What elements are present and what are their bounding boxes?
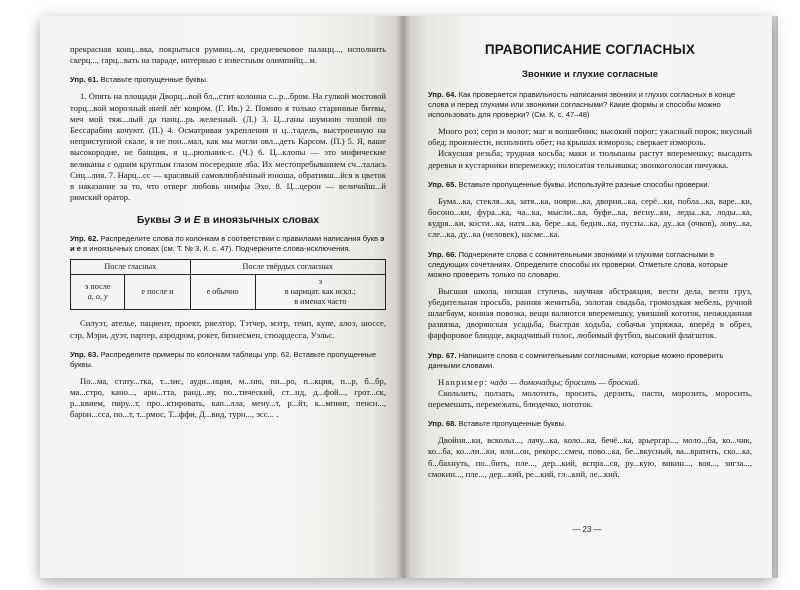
exercise-number: Упр. 65. bbox=[428, 179, 457, 189]
exercise-number: Упр. 67. bbox=[428, 350, 457, 360]
exercise-65-header bbox=[428, 180, 752, 190]
section-title-post: в иноязычных словах bbox=[200, 214, 320, 227]
intro-text: прекрасная конц...вка, покрытыся румянц...м, средневековое палацц..., исполнить скерц..., гарц...вать на параде, интервью с известным олимпийц...м. bbox=[70, 44, 386, 66]
exercise-65-text: Бума...ка, стекля...ка, затя...ка, новри...ка, дворня...ка, серё...ки, побла...ка, варе...ки, босоно...ки, фура...ка, ча...ка, мысли...ка, буфе...ка, весну...ки, леды...ка, лоды...ка, кудря...ки, кости...ка, натя...ка, бере...ка, бедня...ка, пусты...ка, ду...ка (очков), лову...ка, сле...ка, ду...ка (человек), насме...ка. bbox=[428, 195, 752, 240]
right-page bbox=[402, 16, 772, 578]
exercise-task: Вставьте пропущенные буквы. Используйте разные способы проверки. bbox=[458, 179, 710, 189]
cell-line: в нарицат. как искл.; bbox=[284, 287, 356, 297]
book-gutter-shadow bbox=[396, 16, 410, 578]
exercise-63-text: По...ма, стату...тка, т...зис, ауди...нция, м...ню, пи...ро, п...кция, п...р, б...бр, ма...стро, кано..., ари...тта, ранд...ву, по...тический, ст...нд, д...фой..., грот...ск, р...квием, пиру...т, про...ктировать, кап...лла, мену...т, р...йт, к...мпинг, пенсн..., барон...сса, по...т, т...рмос, Т...ффи, Д...вид, турн..., эсс... . bbox=[70, 375, 386, 420]
table-header-vowels: После гласных bbox=[71, 260, 191, 275]
exercise-number: Упр. 66. bbox=[428, 249, 457, 259]
left-page bbox=[40, 16, 402, 578]
exercise-task-rest: в иноязычных словах (см. Т. № 3, К. с. 47). Подчеркните слова-исключения. bbox=[83, 244, 351, 254]
cell-line: э после bbox=[84, 282, 111, 292]
cell-line: э bbox=[318, 277, 323, 287]
exercise-68-header bbox=[428, 419, 752, 429]
exercise-62-header bbox=[70, 234, 386, 254]
table-header-consonants: После твёрдых согласных bbox=[190, 260, 385, 275]
exercise-task: Вставьте пропущенные буквы. bbox=[458, 419, 567, 429]
exercise-64-paragraph-2: Искусная резьба; трудная косьба; маки и тюльпаны растут вперемешку; высадить деревья и кустарники вперемежку; полосатая тельняшка; звонкоголосая пичужка. bbox=[428, 148, 752, 170]
words-list: Силуэт, ателье, пациент, проект, риелтор, Тэтчер, мэтр, темп, купе, алоэ, шоссе, сэр, Мэри, дуэт, партер, аэродром, рокет, бизнесмен, стюардесса, Уэльс. bbox=[70, 318, 386, 340]
exercise-68-text: Двойня...ки, вскольз..., лачу...ка, коло...ка, бечё...ка, арьергар..., моло...ба, ко...чик, ко...ба, ко...ли...ки, или...он, рекорс...смен, пово...ка, бе...вкусный, ва...вратить, ско...ка, б...бахнуть, по...бить, пле..., дер...кий, вспра...ся, ру...кую, викин..., воя..., зигза..., смокин..., пле..., дер...кий, ре...кий, гл...кий, ле...кий. bbox=[428, 435, 752, 479]
table-cell: е обычно bbox=[190, 275, 255, 310]
exercise-number: Упр. 63. bbox=[70, 349, 99, 359]
exercise-number: Упр. 64. bbox=[428, 90, 457, 99]
example-text: чадо — домочадцы; бросить — броский. bbox=[490, 376, 640, 387]
exercise-66-text: Высшая школа, низшая ступень, научная абстракция, вести дела, везти груз, убедительная просьба, ранняя женитьба, золотая свадьба, громоздкая мебель, ручной шлагбаум, конная повозка, вещи валяются вперемешку, увязший коготок, неожиданная развязка, дворянская усадьба, быстрая ходьба, собачья упряжка, вперёд в обрез, фарфоровое блюдце, вкрадчивый голос, любимый футбол, высокий флагшток. bbox=[428, 285, 752, 341]
section-letter-2: Е bbox=[193, 214, 201, 227]
exercise-61-header bbox=[70, 75, 386, 85]
sub-title: Звонкие и глухие согласные bbox=[521, 69, 659, 80]
exercise-67-example bbox=[428, 377, 752, 388]
section-letter-1: Э bbox=[173, 214, 182, 227]
exercise-66-header bbox=[428, 250, 752, 280]
exercise-task: Как проверяется правильность написания звонких и глухих согласных в конце слова и перед глухими или звонкими согласными? Какие формы и способы можно использовать для проверки? (См. К. с. 47–48) bbox=[428, 90, 736, 119]
exercise-task: Напишите слова с сомнительными согласными, которые можно проверить данными словами. bbox=[428, 350, 724, 370]
exercise-number: Упр. 68. bbox=[428, 419, 457, 429]
exercise-task-letters: э и е bbox=[70, 234, 385, 254]
exercise-63-header bbox=[70, 350, 386, 370]
exercise-task: Распределите примеры по колонкам таблицы упр. 62. Вставьте пропущенные буквы. bbox=[70, 349, 377, 369]
table-cell bbox=[255, 275, 385, 310]
exercise-61-text: 1. Опять на площади Дворц...вой бл...стит колонна с...р...бром. На гулкой мостовой торц...вой морозный иней лёг ковром. (Г. Ив.) 2. Помню я только старинные битвы, меч мой тяж...лый да панц...рь железный. (Л.) 3. Ц...ганы шумною толпой по Бессарабии кочуют. (П.) 4. Осматривая укрепления и ц...тадель, выстроенную на неприступной скале, я не пон...мал, как мы могли овл...деть Карсом. (П.) 5. Я, ваше высокородие, не банщик, я ц...рюльник-с. (Ч.) 6. Ц...клопы — это мифические великаны с одним круглым глазом посередине лба. Их местопребыванием сч...талась Сиц...лия. 7. Нарц...сс — красивый самовлюблённый юноша, обративш...йся в цветок в наказание за то, что отверг любовь нимфы Эхо. 8. Ц...церон — величайш...й римский оратор. bbox=[70, 91, 386, 203]
section-title-mid: и bbox=[181, 214, 194, 227]
cell-line: в именах часто bbox=[294, 297, 347, 307]
exercise-task: Подчеркните слова с сомнительными звонкими и глухими согласными в следующих сочетаниях. Определите способы их проверки. Отметьте слова, которые можно проверить только по словарю. bbox=[428, 249, 728, 279]
exercise-64-header bbox=[428, 90, 752, 120]
exercise-number: Упр. 61. bbox=[70, 75, 99, 85]
spelling-rules-table bbox=[70, 259, 386, 310]
table-cell bbox=[71, 275, 125, 310]
table-cell: е после и bbox=[125, 275, 190, 310]
page-number: — 23 — bbox=[572, 525, 602, 534]
cell-line: а, о, у bbox=[87, 292, 108, 302]
exercise-task: Распределите слова по колонкам в соответствии с правилами написания букв bbox=[100, 234, 379, 244]
exercise-67-header bbox=[428, 351, 752, 371]
book-spread bbox=[40, 16, 772, 578]
section-title-pre: Буквы bbox=[136, 214, 174, 227]
page-title: ПРАВОПИСАНИЕ СОГЛАСНЫХ bbox=[484, 42, 696, 57]
exercise-task: Вставьте пропущенные буквы. bbox=[100, 75, 209, 85]
example-label: Например: bbox=[438, 376, 489, 387]
exercise-number: Упр. 62. bbox=[70, 234, 99, 244]
exercise-67-text: Скользить, ползать, молотить, просить, дерзить, пасти, морозить, моросить, перемешать, перемежать, блюдечко, ноготок. bbox=[428, 387, 752, 410]
exercise-64-paragraph-1: Много роз; серп и молот; маг и волшебник; высокий порог; ужасный порок; вкусный обед; произнести, исполнить обет; на крышах изморозь; сверкает изморозь. bbox=[428, 126, 752, 148]
section-title bbox=[70, 214, 386, 226]
